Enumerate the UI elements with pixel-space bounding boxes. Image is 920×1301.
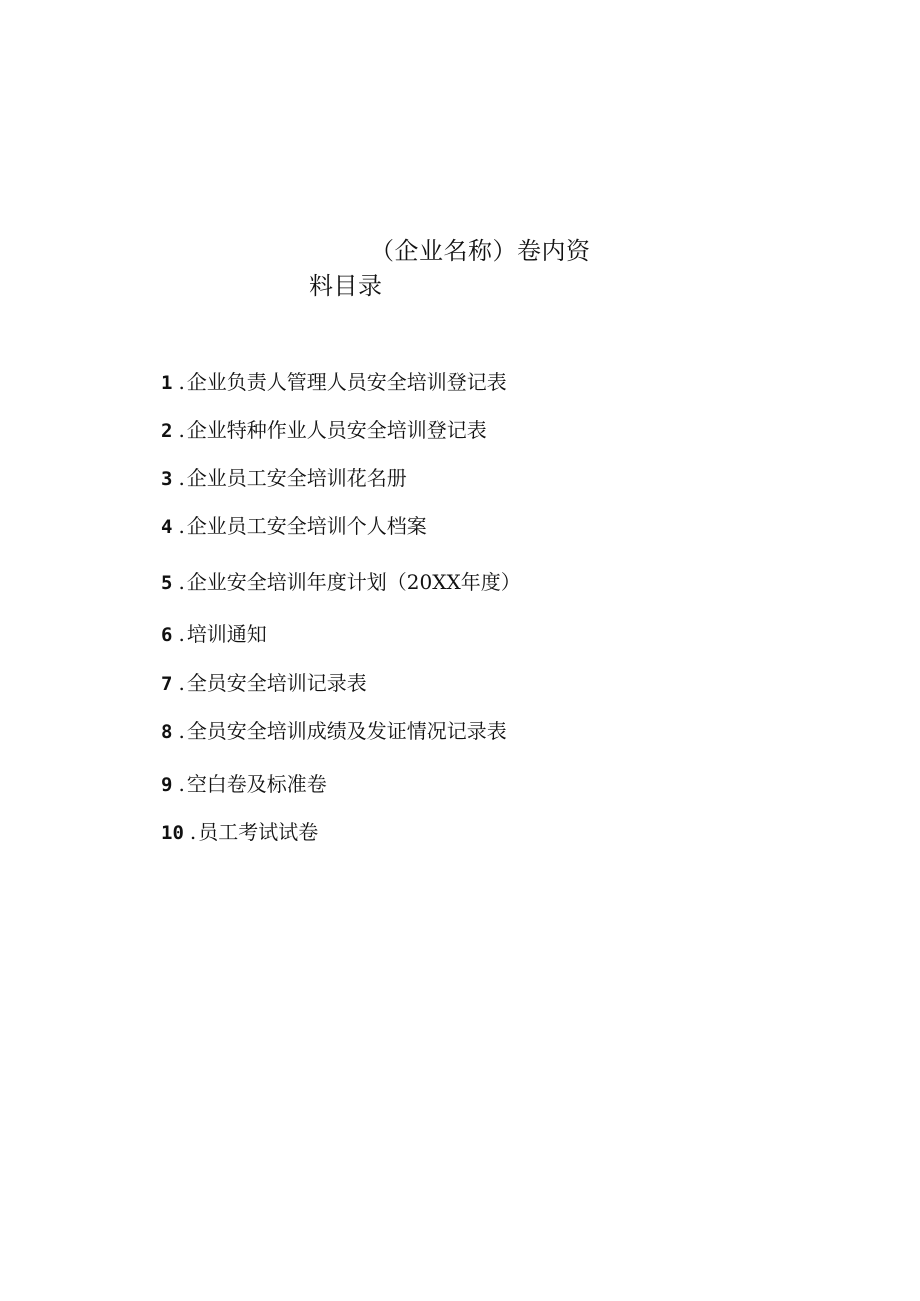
toc-item-6 — [161, 621, 267, 648]
toc-item-separator: . — [178, 719, 185, 743]
toc-item-number: 1 — [161, 372, 173, 394]
toc-item-1 — [161, 369, 507, 396]
toc-item-number: 10 — [161, 822, 184, 844]
toc-item-2 — [161, 417, 487, 444]
toc-item-text: 企业特种作业人员安全培训登记表 — [186, 418, 487, 442]
toc-item-number: 2 — [161, 420, 173, 442]
toc-item-8 — [161, 718, 507, 745]
toc-item-number: 5 — [161, 572, 173, 594]
toc-item-4 — [161, 513, 427, 540]
toc-item-separator: . — [178, 370, 185, 394]
toc-item-number: 4 — [161, 516, 173, 538]
toc-item-number: 8 — [161, 721, 173, 743]
toc-item-text: 全员安全培训记录表 — [186, 671, 367, 695]
toc-item-3 — [161, 465, 407, 492]
toc-item-separator: . — [178, 622, 185, 646]
toc-item-text: 企业员工安全培训花名册 — [186, 466, 407, 490]
toc-item-text: 企业员工安全培训个人档案 — [186, 514, 427, 538]
toc-item-number: 6 — [161, 624, 173, 646]
document-title-line-1: （企业名称）卷内资 — [370, 237, 591, 265]
toc-item-10 — [161, 819, 318, 846]
toc-item-5 — [161, 569, 521, 596]
toc-item-separator: . — [178, 514, 185, 538]
toc-item-separator: . — [178, 570, 185, 594]
toc-item-text: 全员安全培训成绩及发证情况记录表 — [186, 719, 507, 743]
toc-item-separator: . — [178, 671, 185, 695]
toc-item-text: 企业负责人管理人员安全培训登记表 — [186, 370, 507, 394]
toc-item-separator: . — [178, 772, 185, 796]
toc-item-text: 空白卷及标准卷 — [186, 772, 327, 796]
toc-item-number: 3 — [161, 468, 173, 490]
toc-item-text: 企业安全培训年度计划（20XX年度） — [186, 570, 521, 594]
toc-item-number: 9 — [161, 774, 173, 796]
toc-item-separator: . — [178, 466, 185, 490]
toc-item-9 — [161, 771, 327, 798]
toc-item-text: 培训通知 — [186, 622, 267, 646]
document-title-line-2: 料目录 — [309, 272, 383, 300]
toc-item-separator: . — [189, 820, 197, 844]
toc-item-number: 7 — [161, 673, 173, 695]
toc-item-7 — [161, 670, 367, 697]
toc-item-separator: . — [178, 418, 185, 442]
toc-item-text: 员工考试试卷 — [198, 820, 319, 844]
